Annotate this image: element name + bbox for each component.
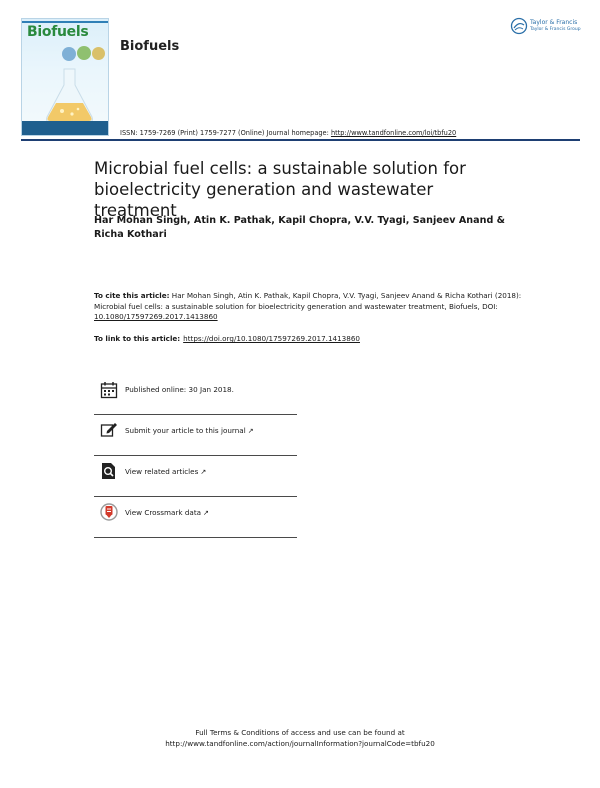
related-articles-row[interactable]	[94, 455, 297, 497]
external-link-icon: ↗	[203, 509, 209, 517]
crossmark-text: View Crossmark data	[125, 508, 202, 517]
journal-name: Biofuels	[120, 39, 180, 54]
edit-icon	[100, 421, 118, 439]
crossmark-link[interactable]	[125, 508, 209, 517]
submit-article-text: Submit your article to this journal	[125, 426, 246, 435]
citation-block	[94, 291, 524, 323]
cover-bottom-band	[22, 121, 108, 135]
article-link-label: To link to this article:	[94, 334, 181, 343]
publisher-logo-text	[530, 19, 581, 33]
submit-article-row[interactable]	[94, 414, 297, 456]
journal-homepage-link[interactable]: http://www.tandfonline.com/loi/tbfu20	[330, 129, 457, 137]
crossmark-row[interactable]	[94, 496, 297, 538]
issn-text: ISSN: 1759-7269 (Print) 1759-7277 (Online) Journal homepage:	[120, 129, 331, 137]
cover-circle-3	[92, 47, 105, 60]
article-link-line	[94, 334, 524, 343]
submit-article-link[interactable]	[125, 426, 254, 435]
publisher-group: Taylor & Francis Group	[530, 27, 581, 32]
cover-stripe	[22, 21, 108, 23]
article-doi-url[interactable]: https://doi.org/10.1080/17597269.2017.1413860	[183, 334, 360, 343]
citation-label: To cite this article:	[94, 291, 170, 300]
publisher-logo-icon	[510, 17, 528, 35]
journal-cover-image	[21, 18, 109, 136]
article-authors: Har Mohan Singh, Atin K. Pathak, Kapil Chopra, V.V. Tyagi, Sanjeev Anand & Richa Kothari	[94, 215, 506, 240]
header-divider	[21, 139, 580, 141]
footer-terms-url[interactable]: http://www.tandfonline.com/action/journalInformation?journalCode=tbfu20	[165, 739, 435, 748]
related-articles-link[interactable]	[125, 467, 206, 476]
crossmark-icon	[100, 503, 118, 521]
article-title: Microbial fuel cells: a sustainable solution for bioelectricity generation and wastewater treatment	[94, 159, 466, 220]
cover-circle-1	[62, 47, 76, 61]
publisher-name: Taylor & Francis	[530, 19, 578, 26]
cover-circle-2	[77, 46, 91, 60]
published-online-text: Published online: 30 Jan 2018.	[125, 385, 234, 394]
citation-doi-link[interactable]: 10.1080/17597269.2017.1413860	[94, 312, 218, 322]
footer-terms-text: Full Terms & Conditions of access and use can be found at	[195, 728, 405, 737]
published-online-row	[94, 373, 297, 415]
external-link-icon: ↗	[247, 427, 254, 435]
footer	[0, 727, 600, 749]
related-articles-text: View related articles	[125, 467, 199, 476]
citation-text: Har Mohan Singh, Atin K. Pathak, Kapil Chopra, V.V. Tyagi, Sanjeev Anand & Richa Kothari (2018): Microbial fuel cells: a sustainable solution for bioelectricity generation and wastewater treatment, Biofuels, DOI:	[94, 291, 522, 311]
external-link-icon: ↗	[200, 468, 207, 476]
calendar-icon	[100, 381, 118, 399]
cover-title: Biofuels	[27, 24, 89, 40]
issn-line	[120, 129, 456, 137]
search-document-icon	[100, 462, 118, 480]
publisher-logo	[510, 17, 588, 35]
cover-flask-illustration	[42, 67, 97, 123]
